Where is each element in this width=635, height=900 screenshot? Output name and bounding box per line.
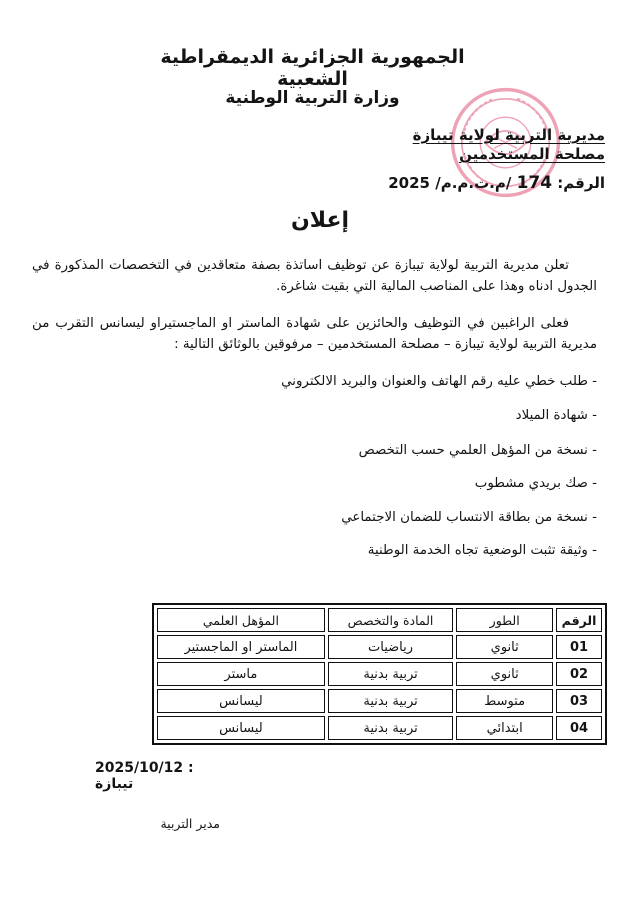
row-level: متوسط <box>456 689 553 713</box>
reference-suffix: /م.ت.م.م/ 2025 <box>388 174 512 192</box>
header-qualification: المؤهل العلمي <box>157 608 325 632</box>
document-item: - نسخة من بطاقة الانتساب للضمان الاجتماعي <box>341 510 597 525</box>
signatory: مدير التربية <box>160 816 220 831</box>
row-qualification: الماستر او الماجستير <box>157 635 325 659</box>
table-row <box>157 635 602 659</box>
row-number: 02 <box>556 662 602 686</box>
reference-number: 174 <box>516 173 553 193</box>
document-item: - طلب خطي عليه رقم الهاتف والعنوان والبريد الالكتروني <box>281 374 597 389</box>
reference-label: الرقم: <box>557 174 605 192</box>
ministry-heading: وزارة التربية الوطنية <box>225 88 400 108</box>
row-qualification: ليسانس <box>157 689 325 713</box>
document-item: - شهادة الميلاد <box>515 408 597 423</box>
service-name: مصلحة المستخدمين <box>459 145 605 163</box>
header-number: الرقم <box>556 608 602 632</box>
requirements-paragraph: فعلى الراغبين في التوظيف والحائزين على شهادة الماستر او الماجستيراو ليسانس التقرب من مديرية التربية لولاية تيبازة – مصلحة المستخدمين – مرفوقين بالوثائق التالية : <box>32 316 597 352</box>
row-qualification: ليسانس <box>157 716 325 740</box>
row-number: 04 <box>556 716 602 740</box>
row-level: ثانوي <box>456 635 553 659</box>
table-row <box>157 689 602 713</box>
table-row <box>157 662 602 686</box>
header-level: الطور <box>456 608 553 632</box>
row-level: ابتدائي <box>456 716 553 740</box>
place-date: 2025/10/12 : تيبازة <box>95 760 194 792</box>
row-number: 01 <box>556 635 602 659</box>
row-qualification: ماستر <box>157 662 325 686</box>
issue-place: تيبازة <box>95 776 134 792</box>
table-header-row <box>157 608 602 632</box>
directorate-name: مديرية التربية لولاية تيبازة <box>412 126 605 144</box>
row-level: ثانوي <box>456 662 553 686</box>
positions-table <box>152 603 607 745</box>
announcement-paragraph: تعلن مديرية التربية لولاية تيبازة عن توظيف اساتذة بصفة متعاقدين في التخصصات المذكورة في الجدول ادناه وهذا على المناصب المالية التي بقيت شاغرة. <box>32 258 597 294</box>
document-item: - وثيقة تثبت الوضعية تجاه الخدمة الوطنية <box>367 543 597 558</box>
row-subject: تربية بدنية <box>328 662 454 686</box>
issue-date: 2025/10/12 <box>95 760 184 776</box>
republic-heading: الجمهورية الجزائرية الديمقراطية الشعبية <box>160 46 465 90</box>
row-subject: رياضيات <box>328 635 454 659</box>
document-item: - صك بريدي مشطوب <box>474 476 597 491</box>
issuing-office <box>345 126 605 164</box>
row-subject: تربية بدنية <box>328 689 454 713</box>
page-title: إعلان <box>290 208 350 233</box>
row-number: 03 <box>556 689 602 713</box>
table-row <box>157 716 602 740</box>
document-item: - نسخة من المؤهل العلمي حسب التخصص <box>358 443 597 458</box>
row-subject: تربية بدنية <box>328 716 454 740</box>
header-subject: المادة والتخصص <box>328 608 454 632</box>
reference-line <box>345 173 605 193</box>
